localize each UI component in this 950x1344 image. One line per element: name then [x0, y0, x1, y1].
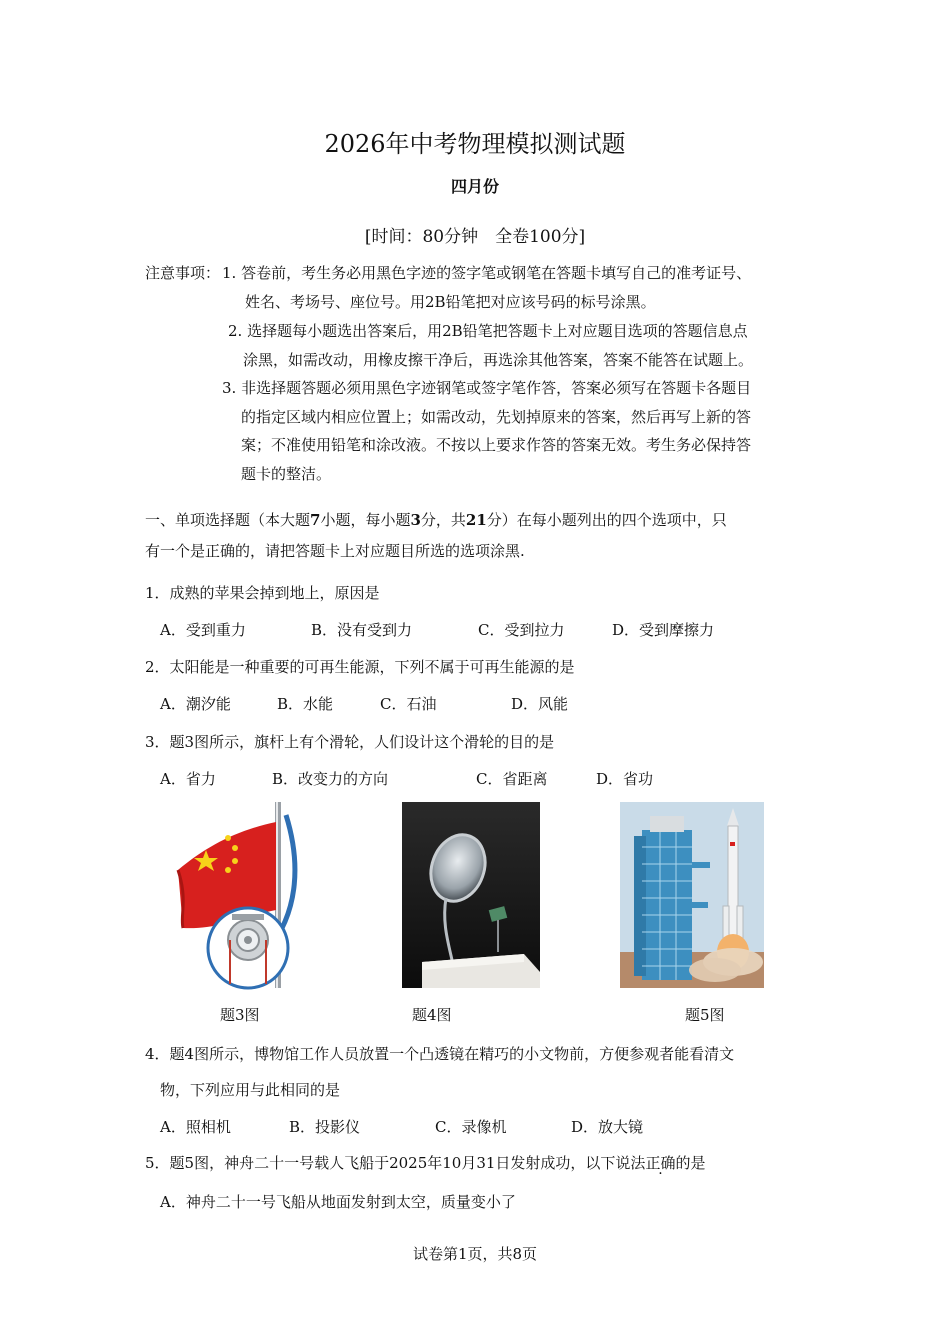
section-1-heading: 一、单项选择题（本大题7小题，每小题3分，共21分）在每小题列出的四个选项中，只 — [145, 511, 727, 529]
q5-stem: 5．题5图，神舟二十一号载人飞船于2025年10月31日发射成功，以下说法正确的是 — [145, 1154, 706, 1172]
q1-option-b: B．没有受到力 — [311, 621, 413, 639]
q4-option-b: B．投影仪 — [289, 1118, 361, 1136]
q4-option-c: C．录像机 — [435, 1118, 507, 1136]
note-3-line-4: 题卡的整洁。 — [241, 465, 332, 483]
note-3-line-3: 案；不准使用铅笔和涂改液。不按以上要求作答的答案无效。考生务必保持答 — [241, 436, 752, 454]
note-3-line-1: 3. 非选择题答题必须用黑色字迹钢笔或签字笔作答，答案必须写在答题卡各题目 — [222, 379, 752, 397]
q1-stem: 1．成熟的苹果会掉到地上，原因是 — [145, 584, 380, 602]
figure-4-caption: 题4图 — [412, 1006, 452, 1024]
q5-option-a: A．神舟二十一号飞船从地面发射到太空，质量变小了 — [160, 1193, 516, 1211]
note-2-line-2: 涂黑，如需改动，用橡皮擦干净后，再选涂其他答案，答案不能答在试题上。 — [243, 351, 754, 369]
q1-option-c: C．受到拉力 — [478, 621, 565, 639]
page-subtitle: 四月份 — [450, 177, 499, 196]
time-note: [时间：80分钟 全卷100分] — [364, 227, 586, 247]
q2-option-b: B．水能 — [277, 695, 334, 713]
q5-emphasis: 正确 — [645, 1154, 676, 1172]
figure-5-caption: 题5图 — [685, 1006, 725, 1024]
q2-stem: 2．太阳能是一种重要的可再生能源，下列不属于可再生能源的是 — [145, 658, 575, 676]
q4-stem-line-1: 4．题4图所示，博物馆工作人员放置一个凸透镜在精巧的小文物前，方便参观者能看清文 — [145, 1045, 735, 1063]
q2-option-c: C．石油 — [380, 695, 437, 713]
note-1-line-2: 姓名、考场号、座位号。用2B铅笔把对应该号码的标号涂黑。 — [245, 293, 656, 311]
q3-option-c: C．省距离 — [476, 770, 548, 788]
notes-label: 注意事项： — [145, 264, 221, 282]
page-title: 2026年中考物理模拟测试题 — [324, 130, 626, 158]
flag-pulley-figure — [168, 800, 298, 990]
q3-option-b: B．改变力的方向 — [272, 770, 389, 788]
museum-lens-figure — [402, 802, 540, 988]
q4-option-d: D．放大镜 — [571, 1118, 644, 1136]
q4-stem-line-2: 物，下列应用与此相同的是 — [160, 1081, 341, 1099]
q3-stem: 3．题3图所示，旗杆上有个滑轮，人们设计这个滑轮的目的是 — [145, 733, 555, 751]
note-3-line-2: 的指定区域内相应位置上；如需改动，先划掉原来的答案，然后再写上新的答 — [241, 408, 752, 426]
note-2-line-1: 2. 选择题每小题选出答案后，用2B铅笔把答题卡上对应题目选项的答题信息点 — [228, 322, 748, 340]
page-footer: 试卷第1页，共8页 — [412, 1245, 538, 1263]
section-1-instruction: 有一个是正确的，请把答题卡上对应题目所选的选项涂黑. — [145, 542, 525, 560]
figure-3-caption: 题3图 — [220, 1006, 260, 1024]
q1-option-a: A．受到重力 — [160, 621, 246, 639]
q2-option-a: A．潮汐能 — [160, 695, 231, 713]
q2-option-d: D．风能 — [511, 695, 569, 713]
note-1-line-1: 1. 答卷前，考生务必用黑色字迹的签字笔或钢笔在答题卡填写自己的准考证号、 — [222, 264, 752, 282]
rocket-launch-figure — [620, 802, 764, 988]
q1-option-d: D．受到摩擦力 — [612, 621, 715, 639]
q4-option-a: A．照相机 — [160, 1118, 231, 1136]
q3-option-d: D．省功 — [596, 770, 654, 788]
q3-option-a: A．省力 — [160, 770, 216, 788]
